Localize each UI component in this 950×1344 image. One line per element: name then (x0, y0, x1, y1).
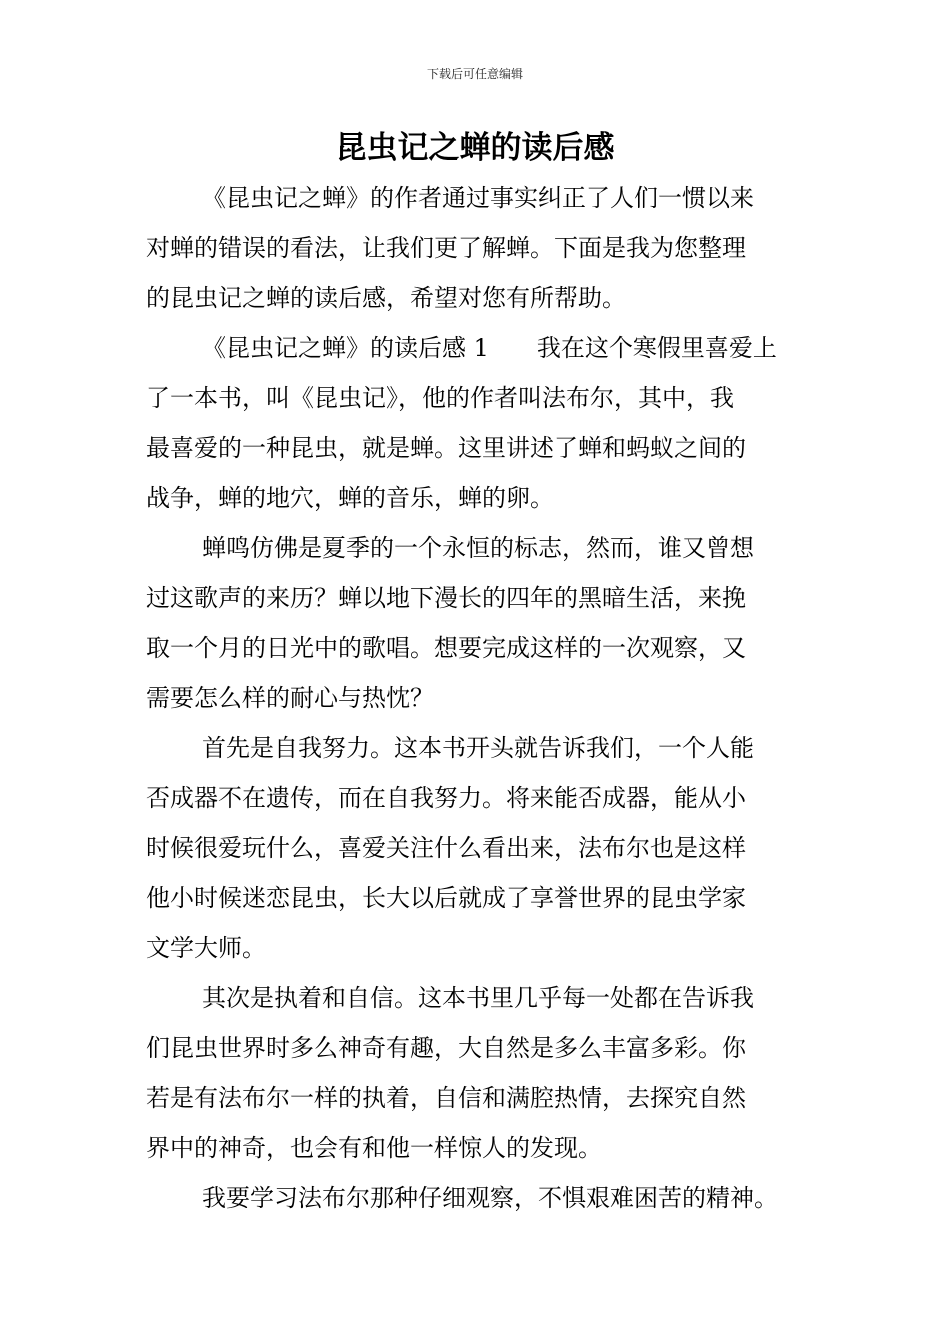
text-line: 过这歌声的来历？蝉以地下漫长的四年的黑暗生活，来挽 (146, 584, 746, 612)
text-line: 我要学习法布尔那种仔细观察，不惧艰难困苦的精神。 (202, 1184, 778, 1212)
text-line: 首先是自我努力。这本书开头就告诉我们，一个人能 (202, 734, 754, 762)
text-line: 时候很爱玩什么，喜爱关注什么看出来，法布尔也是这样 (146, 834, 746, 862)
text-line: 《昆虫记之蝉》的作者通过事实纠正了人们一惯以来 (202, 184, 754, 212)
text-line: 最喜爱的一种昆虫，就是蝉。这里讲述了蝉和蚂蚁之间的 (146, 434, 746, 462)
paragraph-self-effort (146, 723, 826, 973)
paragraph-intro (146, 173, 826, 323)
text-line: 《昆虫记之蝉》的读后感 1 我在这个寒假里喜爱上 (202, 334, 777, 362)
text-line: 取一个月的日光中的歌唱。想要完成这样的一次观察，又 (146, 634, 746, 662)
document-body (146, 173, 826, 1223)
paragraph-persistence (146, 973, 826, 1173)
text-line: 界中的神奇，也会有和他一样惊人的发现。 (146, 1134, 602, 1162)
text-line: 战争，蝉的地穴，蝉的音乐，蝉的卵。 (146, 484, 554, 512)
paragraph-conclusion (146, 1173, 826, 1223)
text-line: 否成器不在遗传，而在自我努力。将来能否成器，能从小 (146, 784, 746, 812)
text-line: 他小时候迷恋昆虫，长大以后就成了享誉世界的昆虫学家 (146, 884, 746, 912)
header-note: 下载后可任意编辑 (426, 67, 523, 81)
text-line: 对蝉的错误的看法，让我们更了解蝉。下面是我为您整理 (146, 234, 746, 262)
text-line: 需要怎么样的耐心与热忱？ (146, 684, 434, 712)
text-line: 文学大师。 (146, 934, 266, 962)
paragraph-section-1 (146, 323, 826, 523)
text-line: 的昆虫记之蝉的读后感，希望对您有所帮助。 (146, 284, 626, 312)
paragraph-cicada-song (146, 523, 826, 723)
text-line: 若是有法布尔一样的执着，自信和满腔热情，去探究自然 (146, 1084, 746, 1112)
text-line: 了一本书，叫《昆虫记》，他的作者叫法布尔，其中，我 (146, 384, 734, 412)
text-line: 蝉鸣仿佛是夏季的一个永恒的标志，然而，谁又曾想 (202, 534, 754, 562)
text-line: 们昆虫世界时多么神奇有趣，大自然是多么丰富多彩。你 (146, 1034, 746, 1062)
text-line: 其次是执着和自信。这本书里几乎每一处都在告诉我 (202, 984, 754, 1012)
document-title: 昆虫记之蝉的读后感 (335, 130, 615, 166)
